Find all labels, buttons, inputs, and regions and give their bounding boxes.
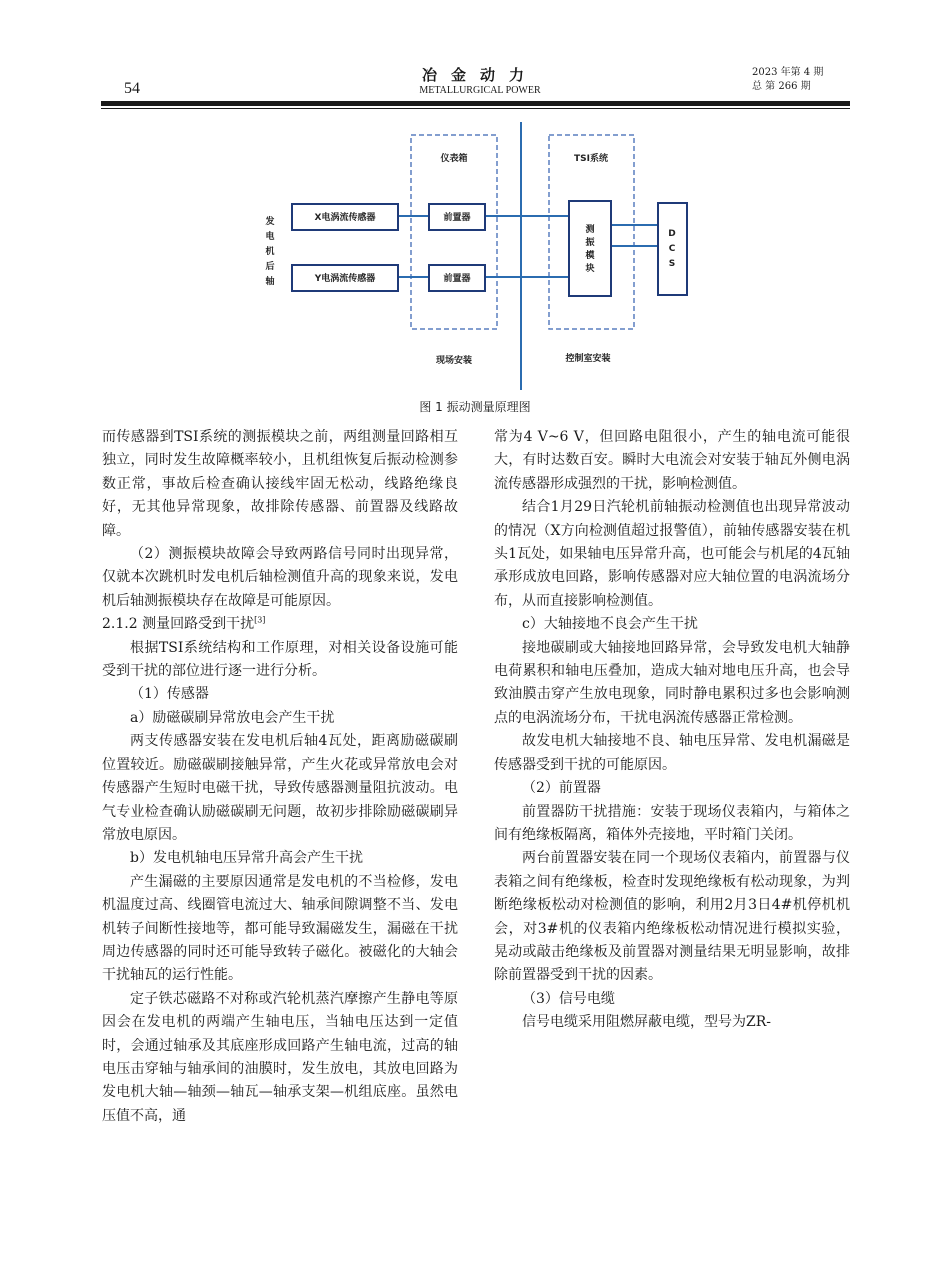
journal-title: 冶金动力 — [421, 66, 538, 84]
paragraph: 两台前置器安装在同一个现场仪表箱内，前置器与仪表箱之间有绝缘板，检查时发现绝缘板有松动现象，为判断绝缘板松动对检测值的影响，利用2月3日4#机停机机会，对3#机的仪表箱内绝缘板松动情况进行模拟实验，晃动或敲击绝缘板及前置器对测量结果无明显影响，故排除前置器受到干扰的因素。 — [494, 850, 850, 984]
issue-info — [752, 66, 823, 94]
vibration-diagram — [255, 118, 700, 393]
dcs-char: S — [668, 259, 676, 269]
x-sensor-label: X电涡流传感器 — [314, 213, 376, 223]
paragraph: 结合1月29日汽轮机前轴振动检测值也出现异常波动的情况（X方向检测值超过报警值），前轴传感器安装在机头1瓦处，如果轴电压异常升高，也可能会与机尾的4瓦轴承形成放电回路，影响传感器对应大轴位置的电涡流场分布，从而直接影响检测值。 — [494, 499, 850, 609]
diagram-svg — [255, 118, 700, 393]
module-char: 振 — [585, 238, 595, 248]
right-column — [494, 426, 850, 1035]
side-label-char: 轴 — [265, 277, 275, 287]
left-column — [102, 426, 458, 1128]
paragraph: c）大轴接地不良会产生干扰 — [522, 616, 698, 633]
paragraph: （3）信号电缆 — [522, 990, 615, 1007]
tsi-box-label: TSI系统 — [574, 154, 608, 164]
side-label-char: 电 — [265, 232, 275, 242]
paragraph: （1）传感器 — [130, 686, 209, 703]
y-sensor-label: Y电涡流传感器 — [314, 274, 376, 284]
module-char: 模 — [585, 251, 595, 261]
paragraph: a）励磁碳刷异常放电会产生干扰 — [130, 709, 335, 726]
paragraph: 产生漏磁的主要原因通常是发电机的不当检修，发电机温度过高、线圈管电流过大、轴承间隙调整不当、发电机转子间断性接地等，都可能导致漏磁发生，漏磁在干扰周边传感器的同时还可能导致转子磁化。被磁化的大轴会干扰轴瓦的运行性能。 — [102, 873, 458, 984]
preamp-top-label: 前置器 — [443, 213, 471, 223]
preamp-bottom-label: 前置器 — [443, 274, 471, 284]
section-heading-text: 2.1.2 测量回路受到干扰 — [102, 616, 255, 633]
module-char: 块 — [585, 264, 595, 274]
side-label-char: 机 — [265, 247, 275, 257]
journal-subtitle: METALLURGICAL POWER — [419, 85, 541, 96]
header-rule-thin — [101, 108, 850, 109]
paragraph: 而传感器到TSI系统的测振模块之前，两组测量回路相互独立，同时发生故障概率较小，且机组恢复后振动检测参数正常，事故后检查确认接线牢固无松动，线路绝缘良好，无其他异常现象，故排除传感器、前置器及线路故障。 — [102, 429, 458, 539]
paragraph: 接地碳刷或大轴接地回路异常，会导致发电机大轴静电荷累积和轴电压叠加，造成大轴对地电压升高，也会导致油膜击穿产生放电现象，同时静电累积过多也会影响测点的电涡流场分布，干扰电涡流传感器正常检测。 — [494, 639, 850, 726]
paragraph: （2）测振模块故障会导致两路信号同时出现异常，仅就本次跳机时发电机后轴检测值升高的现象来说，发电机后轴测振模块存在故障是可能原因。 — [102, 546, 458, 609]
paragraph: 故发电机大轴接地不良、轴电压异常、发电机漏磁是传感器受到干扰的可能原因。 — [494, 733, 850, 773]
paragraph: 定子铁芯磁路不对称或汽轮机蒸汽摩擦产生静电等原因会在发电机的两端产生轴电压，当轴电压达到一定值时，会通过轴承及其底座形成回路产生轴电流，过高的轴电压击穿轴与轴承间的油膜时，发生放电，其放电回路为发电机大轴—轴颈—轴瓦—轴承支架—机组底座。虽然电压值不高，通 — [102, 990, 458, 1124]
paragraph: 常为4 V~6 V，但回路电阻很小，产生的轴电流可能很大，有时达数百安。瞬时大电流会对安装于轴瓦外侧电涡流传感器形成强烈的干扰，影响检测值。 — [494, 429, 850, 492]
vibration-module-box — [569, 201, 611, 296]
section-heading — [102, 613, 458, 636]
citation-ref: [3] — [254, 615, 266, 625]
paragraph: （2）前置器 — [522, 780, 601, 797]
issue-total-line: 总 第 266 期 — [752, 81, 811, 92]
page-number: 54 — [124, 80, 140, 97]
side-label-char: 发 — [265, 217, 275, 227]
paragraph: 两支传感器安装在发电机后轴4瓦处，距离励磁碳刷位置较近。励磁碳刷接触异常，产生火花或异常放电会对传感器产生短时电磁干扰，导致传感器测量阻抗波动。电气专业检查确认励磁碳刷无问题，故初步排除励磁碳刷异常放电原因。 — [102, 733, 458, 843]
dcs-char: C — [668, 244, 676, 254]
header-rule-thick — [101, 101, 850, 106]
control-room-install-label: 控制室安装 — [565, 354, 611, 364]
module-char: 测 — [585, 225, 595, 235]
instrument-box-dashed — [411, 135, 497, 329]
dcs-char: D — [668, 229, 676, 239]
paragraph: 前置器防干扰措施：安装于现场仪表箱内，与箱体之间有绝缘板隔离，箱体外壳接地，平时箱门关闭。 — [494, 803, 850, 843]
paragraph: 根据TSI系统结构和工作原理，对相关设备设施可能受到干扰的部位进行逐一进行分析。 — [102, 639, 458, 680]
figure-caption: 图 1 振动测量原理图 — [419, 400, 531, 414]
instrument-box-label: 仪表箱 — [440, 154, 468, 164]
field-install-label: 现场安装 — [435, 356, 473, 366]
paragraph: b）发电机轴电压异常升高会产生干扰 — [130, 850, 363, 867]
paragraph: 信号电缆采用阻燃屏蔽电缆，型号为ZR- — [522, 1014, 771, 1031]
side-label-char: 后 — [265, 262, 275, 272]
issue-year-line: 2023 年第 4 期 — [752, 67, 824, 78]
